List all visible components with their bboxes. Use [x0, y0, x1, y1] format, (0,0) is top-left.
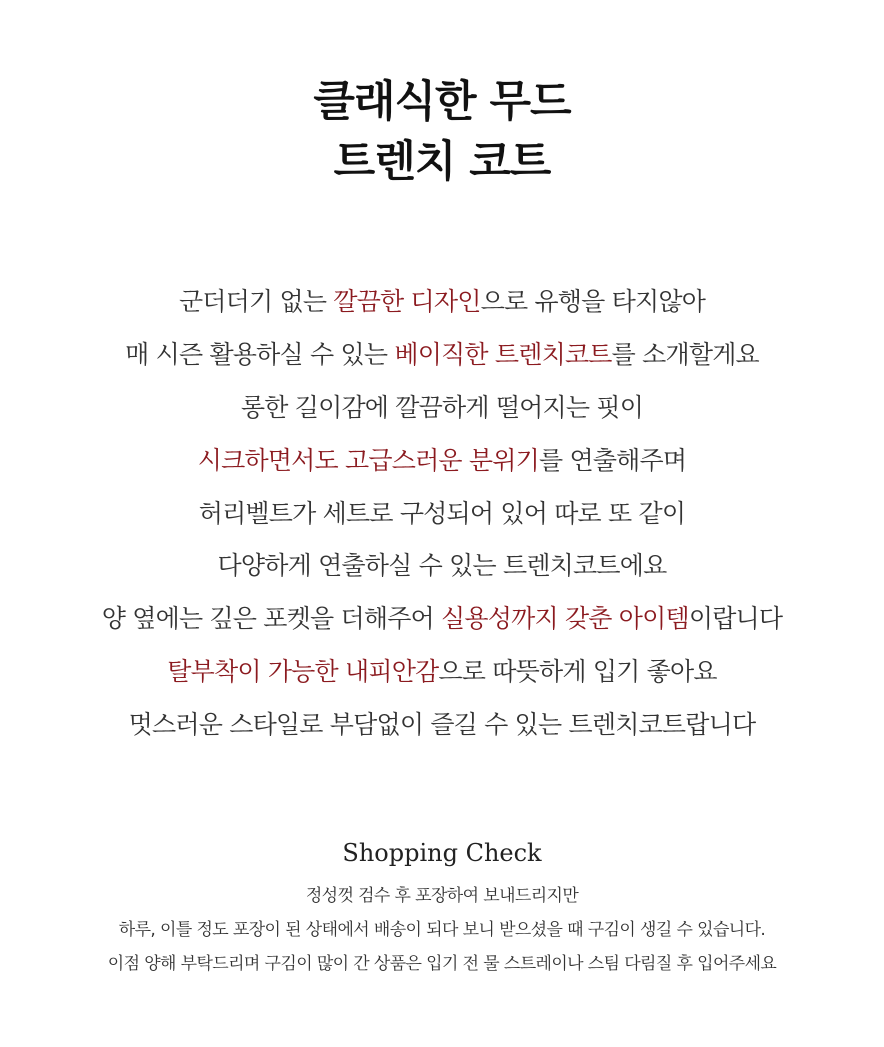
- description-line: [0, 596, 884, 649]
- body-text: 다양하게 연출하실 수 있는 트렌치코트에요: [217, 551, 667, 581]
- description-line: [0, 702, 884, 755]
- description-line: [0, 385, 884, 438]
- body-text: 멋스러운 스타일로 부담없이 즐길 수 있는 트렌치코트랍니다: [128, 710, 756, 740]
- description-line: [0, 279, 884, 332]
- highlight-text: 시크하면서도 고급스러운 분위기: [197, 445, 539, 475]
- body-text: 으로 유행을 타지않아: [480, 287, 706, 316]
- notice-line-3: 이점 양해 부탁드리며 구김이 많이 간 상품은 입기 전 물 스트레이나 스팀 다림질 후 입어주세요: [107, 954, 777, 974]
- body-text: 매 시즌 활용하실 수 있는: [125, 339, 395, 369]
- body-text: 군더더기 없는: [178, 287, 334, 316]
- title-line-1: 클래식한 무드: [313, 77, 571, 127]
- highlight-text: 탈부착이 가능한 내피안감: [167, 657, 439, 687]
- notice-line-2: 하루, 이틀 정도 포장이 된 상태에서 배송이 되다 보니 받으셨을 때 구김이 생길 수 있습니다.: [118, 920, 766, 940]
- highlight-text: 베이직한 트렌치코트: [394, 339, 612, 369]
- product-title: [0, 72, 884, 192]
- body-text: 양 옆에는 깊은 포켓을 더해주어: [101, 604, 442, 634]
- notice-line-1: 정성껏 검수 후 포장하여 보내드리지만: [305, 886, 579, 906]
- body-text: 를 소개할게요: [611, 339, 759, 369]
- body-text: 롱한 길이감에 깔끔하게 떨어지는 핏이: [240, 392, 644, 422]
- description-line: [0, 332, 884, 385]
- description-line: [0, 438, 884, 491]
- body-text: 으로 따뜻하게 입기 좋아요: [438, 657, 717, 687]
- highlight-text: 실용성까지 갖춘 아이템: [441, 604, 689, 634]
- body-text: 허리벨트가 세트로 구성되어 있어 따로 또 같이: [198, 498, 686, 528]
- highlight-text: 깔끔한 디자인: [333, 287, 481, 316]
- description-line: [0, 543, 884, 596]
- product-description: [0, 279, 884, 755]
- shopping-check-title: Shopping Check: [342, 839, 542, 867]
- body-text: 이랍니다: [688, 604, 783, 634]
- shopping-check-notice: [0, 880, 884, 982]
- title-line-2: 트렌치 코트: [333, 137, 551, 187]
- description-line: [0, 491, 884, 544]
- body-text: 를 연출해주며: [538, 445, 687, 475]
- description-line: [0, 649, 884, 702]
